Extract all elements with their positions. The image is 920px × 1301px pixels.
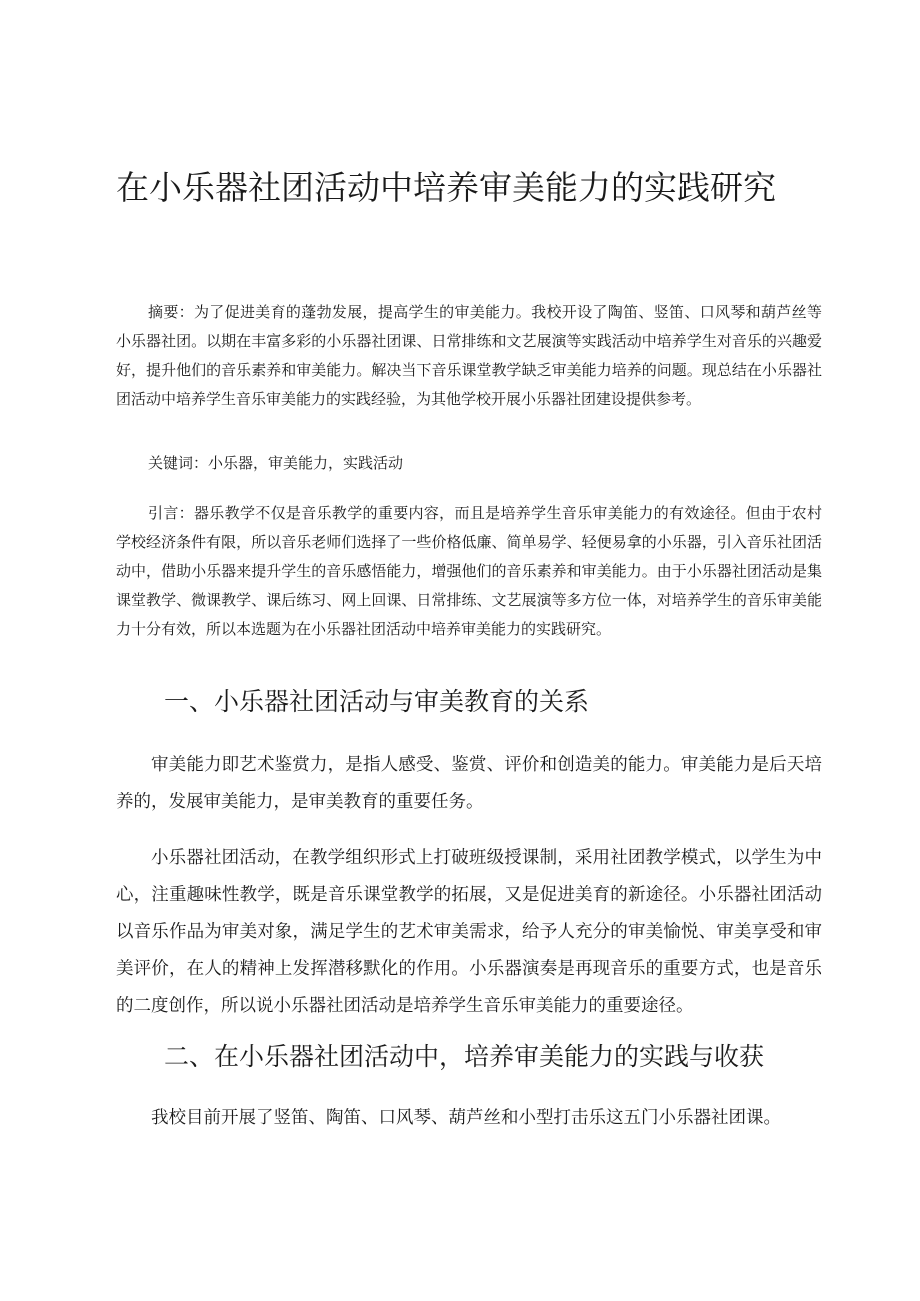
section-1-paragraph-2: 小乐器社团活动，在教学组织形式上打破班级授课制，采用社团教学模式，以学生为中心，注重趣味性教学，既是音乐课堂教学的拓展，又是促进美育的新途径。小乐器社团活动以音乐作品为审美对象，满足学生的艺术审美需求，给予人充分的审美愉悦、审美享受和审美评价，在人的精神上发挥潜移默化的作用。小乐器演奏是再现音乐的重要方式，也是音乐的二度创作，所以说小乐器社团活动是培养学生音乐审美能力的重要途径。 (116, 848, 822, 1016)
introduction-paragraph: 引言：器乐教学不仅是音乐教学的重要内容，而且是培养学生音乐审美能力的有效途径。但由于农村学校经济条件有限，所以音乐老师们选择了一些价格低廉、简单易学、轻便易拿的小乐器，引入音乐社团活动中，借助小乐器来提升学生的音乐感悟能力，增强他们的音乐素养和审美能力。由于小乐器社团活动是集课堂教学、微课教学、课后练习、网上回课、日常排练、文艺展演等多方位一体，对培养学生的音乐审美能力十分有效，所以本选题为在小乐器社团活动中培养审美能力的实践研究。 (116, 504, 822, 638)
document-title: 在小乐器社团活动中培养审美能力的实践研究 (116, 168, 776, 207)
keywords-line: 关键词：小乐器，审美能力，实践活动 (148, 454, 404, 472)
section-1-paragraph-1: 审美能力即艺术鉴赏力，是指人感受、鉴赏、评价和创造美的能力。审美能力是后天培养的，发展审美能力，是审美教育的重要任务。 (116, 755, 822, 812)
abstract-paragraph: 摘要：为了促进美育的蓬勃发展，提高学生的审美能力。我校开设了陶笛、竖笛、口风琴和葫芦丝等小乐器社团。以期在丰富多彩的小乐器社团课、日常排练和文艺展演等实践活动中培养学生对音乐的兴趣爱好，提升他们的音乐素养和审美能力。解决当下音乐课堂教学缺乏审美能力培养的问题。现总结在小乐器社团活动中培养学生音乐审美能力的实践经验，为其他学校开展小乐器社团建设提供参考。 (116, 303, 822, 408)
section-2-paragraph-1: 我校目前开展了竖笛、陶笛、口风琴、葫芦丝和小型打击乐这五门小乐器社团课。 (151, 1108, 781, 1128)
section-1-heading: 一、小乐器社团活动与审美教育的关系 (164, 687, 590, 716)
section-2-heading: 二、在小乐器社团活动中，培养审美能力的实践与收获 (164, 1042, 765, 1071)
